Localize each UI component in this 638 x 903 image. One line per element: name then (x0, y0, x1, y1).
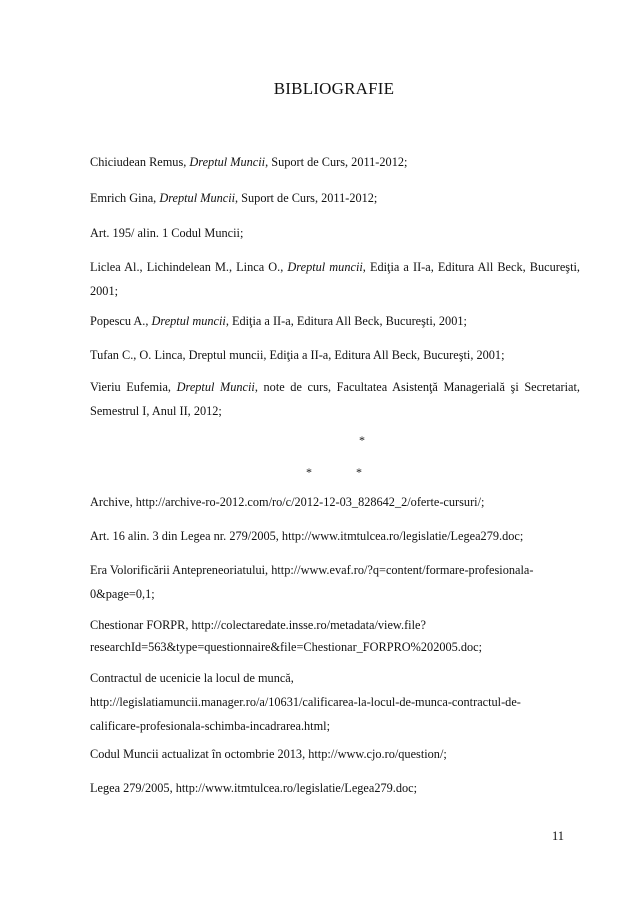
entry-title: Dreptul muncii (151, 314, 226, 328)
bibliography-entry (90, 186, 580, 210)
separator-asterisk: * (359, 433, 365, 447)
entry-line: Contractul de ucenicie la locul de muncă, (90, 671, 294, 685)
entry-line: calificare-profesionala-schimba-incadrarea.html; (90, 719, 330, 733)
entry-text: , Ediţia a II-a, Editura All Beck, Bucureşti, 2001; (90, 260, 580, 298)
bibliography-entry (90, 309, 580, 333)
bibliography-entry (90, 375, 580, 423)
web-source-entry (90, 558, 580, 606)
entry-text: Emrich Gina, (90, 191, 160, 205)
entry-title: Dreptul Muncii (159, 191, 236, 205)
web-source-entry: Codul Muncii actualizat în octombrie 2013, http://www.cjo.ro/question/; (90, 747, 447, 761)
web-source-entry (90, 666, 580, 738)
page-title: BIBLIOGRAFIE (273, 79, 395, 98)
page-number: 11 (552, 829, 565, 843)
web-source-entry: Archive, http://archive-ro-2012.com/ro/c/2012-12-03_828642_2/oferte-cursuri/; (90, 495, 485, 509)
entry-text: , Suport de Curs, 2011-2012; (265, 155, 408, 169)
bibliography-entry (90, 343, 580, 367)
entry-line: Era Volorificării Antepreneoriatului, http://www.evaf.ro/?q=content/formare-profesionala- (90, 563, 534, 577)
entry-title: Dreptul Muncii (176, 380, 255, 394)
entry-text: Tufan C., O. Linca, Dreptul muncii, Ediţia a II-a, Editura All Beck, Bucureşti, 2001; (90, 348, 505, 362)
entry-text: Liclea Al., Lichindelean M., Linca O., (90, 260, 288, 274)
separator-asterisk: * (306, 465, 312, 479)
entry-text: , Ediţia a II-a, Editura All Beck, Bucureşti, 2001; (225, 314, 467, 328)
separator-asterisk: * (356, 465, 362, 479)
bibliography-entry (90, 221, 580, 245)
entry-text: Art. 195/ alin. 1 Codul Muncii; (90, 226, 244, 240)
entry-title: Dreptul Muncii (189, 155, 266, 169)
web-source-entry: Art. 16 alin. 3 din Legea nr. 279/2005, http://www.itmtulcea.ro/legislatie/Legea279.doc; (90, 529, 524, 543)
entry-text: , note de curs, Facultatea Asistenţă Managerială şi Secretariat, Semestrul I, Anul II, 2012; (90, 380, 580, 418)
entry-text: Chiciudean Remus, (90, 155, 190, 169)
web-source-entry: Legea 279/2005, http://www.itmtulcea.ro/legislatie/Legea279.doc; (90, 781, 418, 795)
bibliography-entry (90, 150, 580, 174)
web-source-entry (90, 614, 580, 658)
entry-text: Vieriu Eufemia, (90, 380, 177, 394)
entry-text: Popescu A., (90, 314, 152, 328)
entry-line: 0&page=0,1; (90, 587, 155, 601)
bibliography-entry (90, 255, 580, 303)
entry-title: Dreptul muncii (287, 260, 363, 274)
entry-line: Chestionar FORPR, http://colectaredate.insse.ro/metadata/view.file? (90, 618, 426, 632)
entry-line: http://legislatiamuncii.manager.ro/a/10631/calificarea-la-locul-de-munca-contractul-de- (90, 695, 521, 709)
entry-line: researchId=563&type=questionnaire&file=Chestionar_FORPRO%202005.doc; (90, 640, 483, 654)
entry-text: , Suport de Curs, 2011-2012; (235, 191, 378, 205)
